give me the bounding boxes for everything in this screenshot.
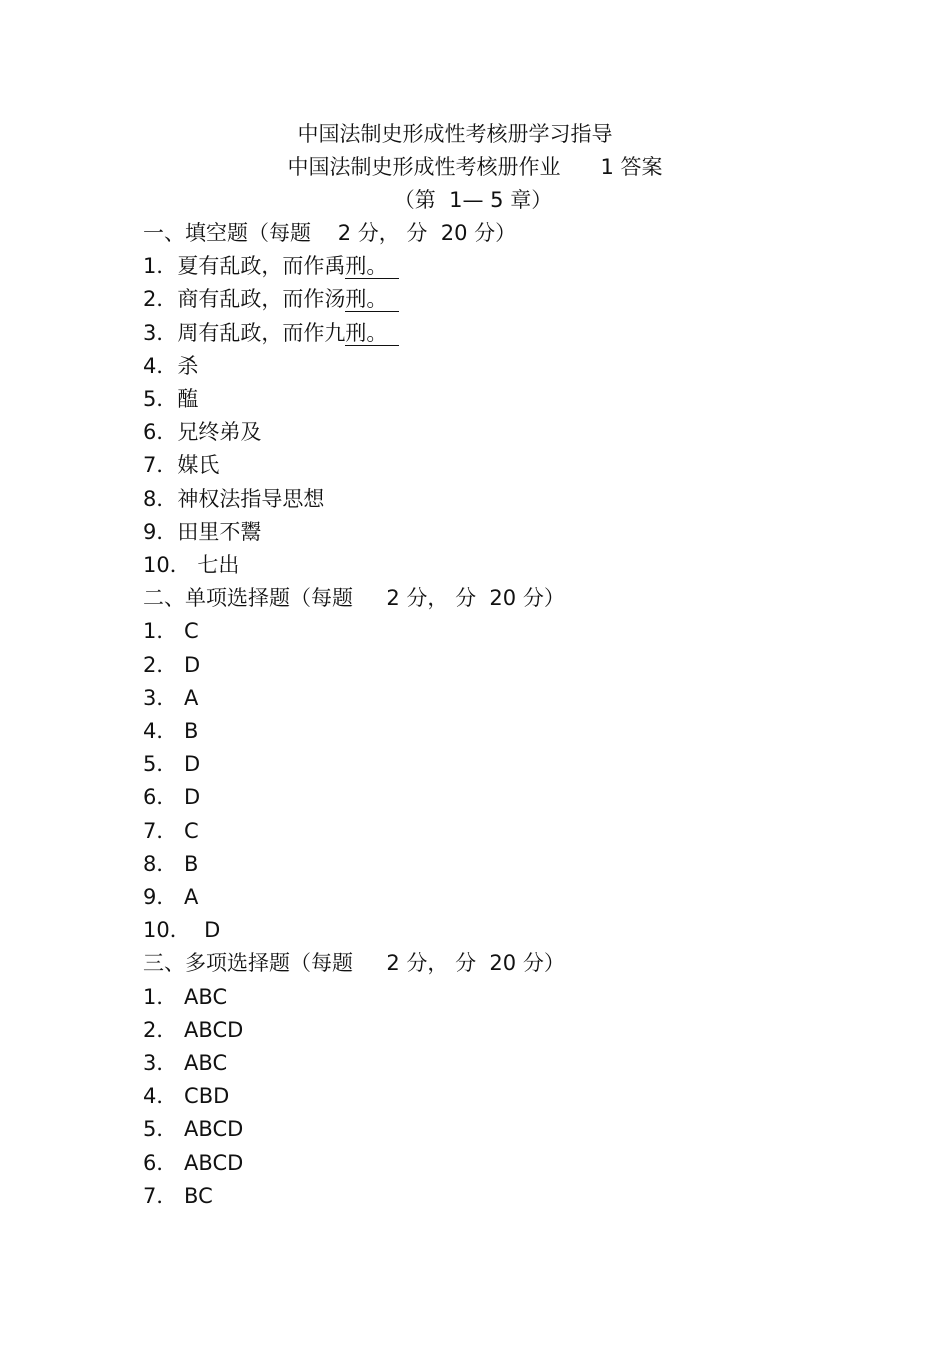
item-number: 6． [143, 1150, 178, 1175]
item-number: 1． [143, 984, 178, 1009]
item-number: 10． [143, 553, 191, 577]
item-answer: ABCD [177, 1117, 244, 1142]
answer-item [143, 983, 227, 1011]
item-number: 7． [143, 818, 178, 843]
answer-item [143, 617, 199, 645]
item-number: 3． [143, 320, 178, 345]
item-number: 4． [143, 353, 178, 378]
item-answer: D [177, 785, 201, 810]
answer-item [143, 485, 324, 513]
item-number: 7． [143, 1183, 178, 1208]
answer-item [143, 551, 239, 579]
item-number: 7． [143, 453, 178, 478]
item-answer: 商有乱政，而作汤 [177, 287, 346, 312]
item-answer: A [177, 685, 199, 710]
item-number: 5． [143, 387, 178, 411]
item-answer: C [177, 619, 199, 644]
item-answer: 田里不鬻 [177, 519, 262, 544]
section-heading: 一、填空题（每题 2 分， 分 20 分） [143, 221, 517, 245]
answer-item [143, 1049, 227, 1077]
item-number: 1． [143, 254, 178, 279]
item-answer: 醢 [177, 387, 199, 411]
item-answer: D [177, 652, 201, 677]
item-number: 1． [143, 619, 178, 644]
answer-blank: 刑。 [345, 254, 399, 279]
item-answer: ABCD [177, 1017, 244, 1042]
answer-item [143, 1182, 213, 1210]
item-answer: B [177, 719, 199, 743]
answer-item [143, 451, 219, 479]
answer-item [143, 385, 198, 413]
item-number: 6． [143, 420, 178, 445]
answer-item [143, 817, 199, 845]
item-answer: C [177, 818, 199, 843]
item-number: 2． [143, 1017, 178, 1042]
item-number: 10． [143, 918, 191, 943]
item-number: 5． [143, 1117, 178, 1142]
item-answer: 神权法指导思想 [177, 486, 325, 511]
item-number: 9． [143, 885, 178, 909]
item-number: 3． [143, 1051, 178, 1075]
answer-item [143, 1082, 229, 1110]
item-answer: ABC [177, 1051, 228, 1075]
answer-item [143, 285, 399, 313]
item-answer: BC [177, 1183, 213, 1208]
answer-item [143, 783, 200, 811]
item-number: 4． [143, 719, 178, 743]
item-answer: CBD [177, 1084, 230, 1109]
chapter-range: （第 1— 5 章） [393, 188, 553, 212]
item-number: 6． [143, 785, 178, 810]
item-answer: ABC [177, 984, 228, 1009]
answer-item [143, 418, 261, 446]
item-number: 8． [143, 851, 178, 876]
answer-item [143, 916, 220, 944]
document-subtitle: 中国法制史形成性考核册作业 1 答案 [287, 155, 663, 179]
item-answer: 七出 [190, 553, 240, 577]
answer-item [143, 1016, 243, 1044]
answer-item [143, 319, 399, 347]
item-answer: 杀 [177, 353, 199, 378]
item-answer: 媒氏 [177, 453, 220, 478]
item-answer: D [190, 918, 221, 943]
item-answer: A [177, 885, 199, 909]
answer-item [143, 252, 399, 280]
item-answer: 周有乱政，而作九 [177, 320, 346, 345]
document-title: 中国法制史形成性考核册学习指导 [297, 122, 613, 146]
answer-item [143, 717, 198, 745]
item-number: 2． [143, 287, 178, 312]
answer-item [143, 1149, 243, 1177]
answer-item [143, 518, 261, 546]
item-number: 9． [143, 519, 178, 544]
answer-blank: 刑。 [345, 321, 399, 346]
item-answer: 兄终弟及 [177, 420, 262, 445]
answer-item [143, 684, 198, 712]
item-number: 4． [143, 1084, 178, 1109]
answer-blank: 刑。 [345, 287, 399, 312]
item-number: 5． [143, 752, 178, 777]
answer-item [143, 750, 200, 778]
answer-item [143, 651, 200, 679]
item-number: 2． [143, 652, 178, 677]
item-answer: 夏有乱政，而作禹 [177, 254, 346, 279]
section-heading: 三、多项选择题（每题 2 分， 分 20 分） [143, 951, 565, 976]
section-heading: 二、单项选择题（每题 2 分， 分 20 分） [143, 586, 565, 611]
answer-item [143, 883, 198, 911]
item-answer: D [177, 752, 201, 777]
item-number: 3． [143, 685, 178, 710]
answer-item [143, 1115, 243, 1143]
item-answer: B [177, 851, 199, 876]
item-answer: ABCD [177, 1150, 244, 1175]
answer-item [143, 352, 198, 380]
answer-item [143, 850, 198, 878]
item-number: 8． [143, 486, 178, 511]
